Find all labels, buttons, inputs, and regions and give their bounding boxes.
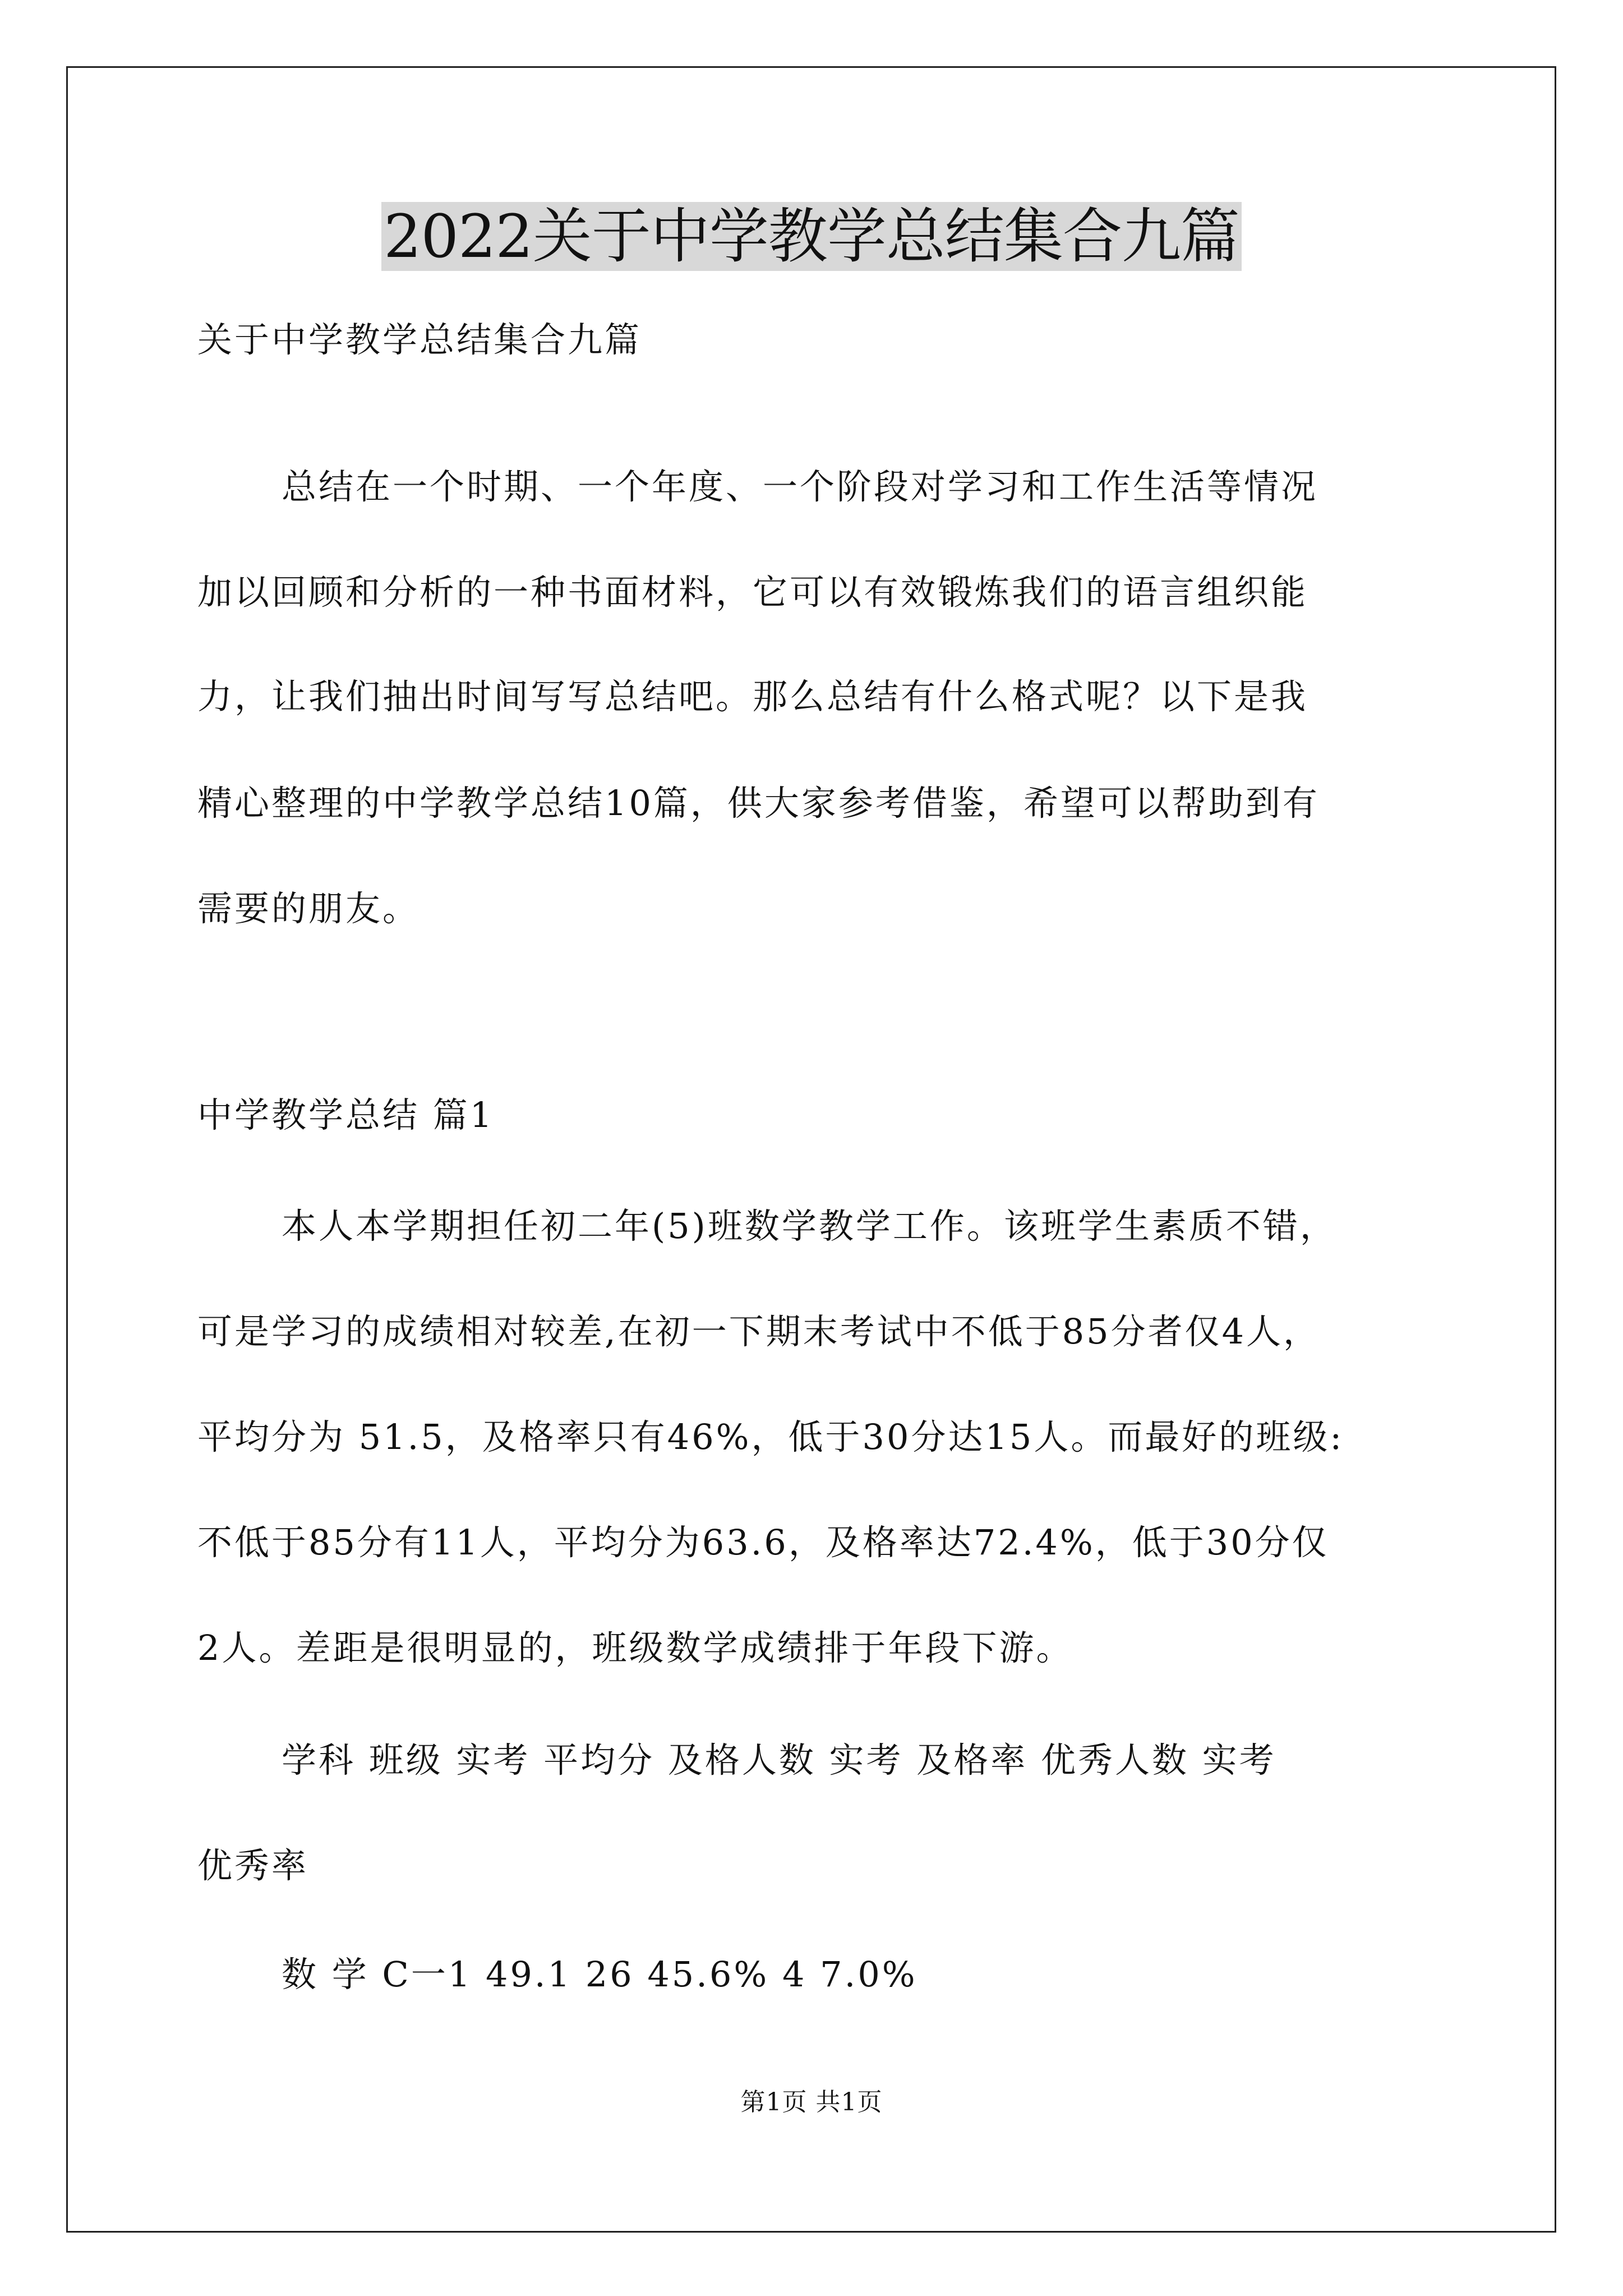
table-header-line-2: 优秀率 [197, 1845, 309, 1886]
page-footer: 第1页 共1页 [740, 2088, 883, 2116]
body-line-3: 平均分为 51.5，及格率只有46%，低于30分达15人。而最好的班级: [197, 1416, 1344, 1457]
body-line-4: 不低于85分有11人，平均分为63.6，及格率达72.4%，低于30分仅 [197, 1522, 1329, 1563]
intro-line-1: 总结在一个时期、一个年度、一个阶段对学习和工作生活等情况 [282, 466, 1318, 507]
document-title-text: 2022关于中学教学总结集合九篇 [381, 202, 1242, 271]
body-line-5: 2人。差距是很明显的，班级数学成绩排于年段下游。 [197, 1627, 1073, 1668]
section-heading: 中学教学总结 篇1 [197, 1094, 495, 1135]
intro-line-2: 加以回顾和分析的一种书面材料，它可以有效锻炼我们的语言组织能 [197, 572, 1308, 613]
intro-line-3: 力，让我们抽出时间写写总结吧。那么总结有什么格式呢？以下是我 [197, 676, 1308, 717]
body-line-2: 可是学习的成绩相对较差,在初一下期末考试中不低于85分者仅4人， [197, 1311, 1321, 1352]
table-header-line-1: 学科 班级 实考 平均分 及格人数 实考 及格率 优秀人数 实考 [282, 1740, 1276, 1780]
intro-line-4: 精心整理的中学教学总结10篇，供大家参考借鉴，希望可以帮助到有 [197, 783, 1320, 823]
document-title [0, 197, 1623, 276]
page-border [66, 66, 1556, 2233]
document-subtitle: 关于中学教学总结集合九篇 [197, 319, 642, 360]
body-line-1: 本人本学期担任初二年(5)班数学教学工作。该班学生素质不错， [282, 1205, 1337, 1246]
intro-line-5: 需要的朋友。 [197, 888, 420, 929]
table-row: 数 学 C一1 49.1 26 45.6% 4 7.0% [282, 1954, 917, 1995]
